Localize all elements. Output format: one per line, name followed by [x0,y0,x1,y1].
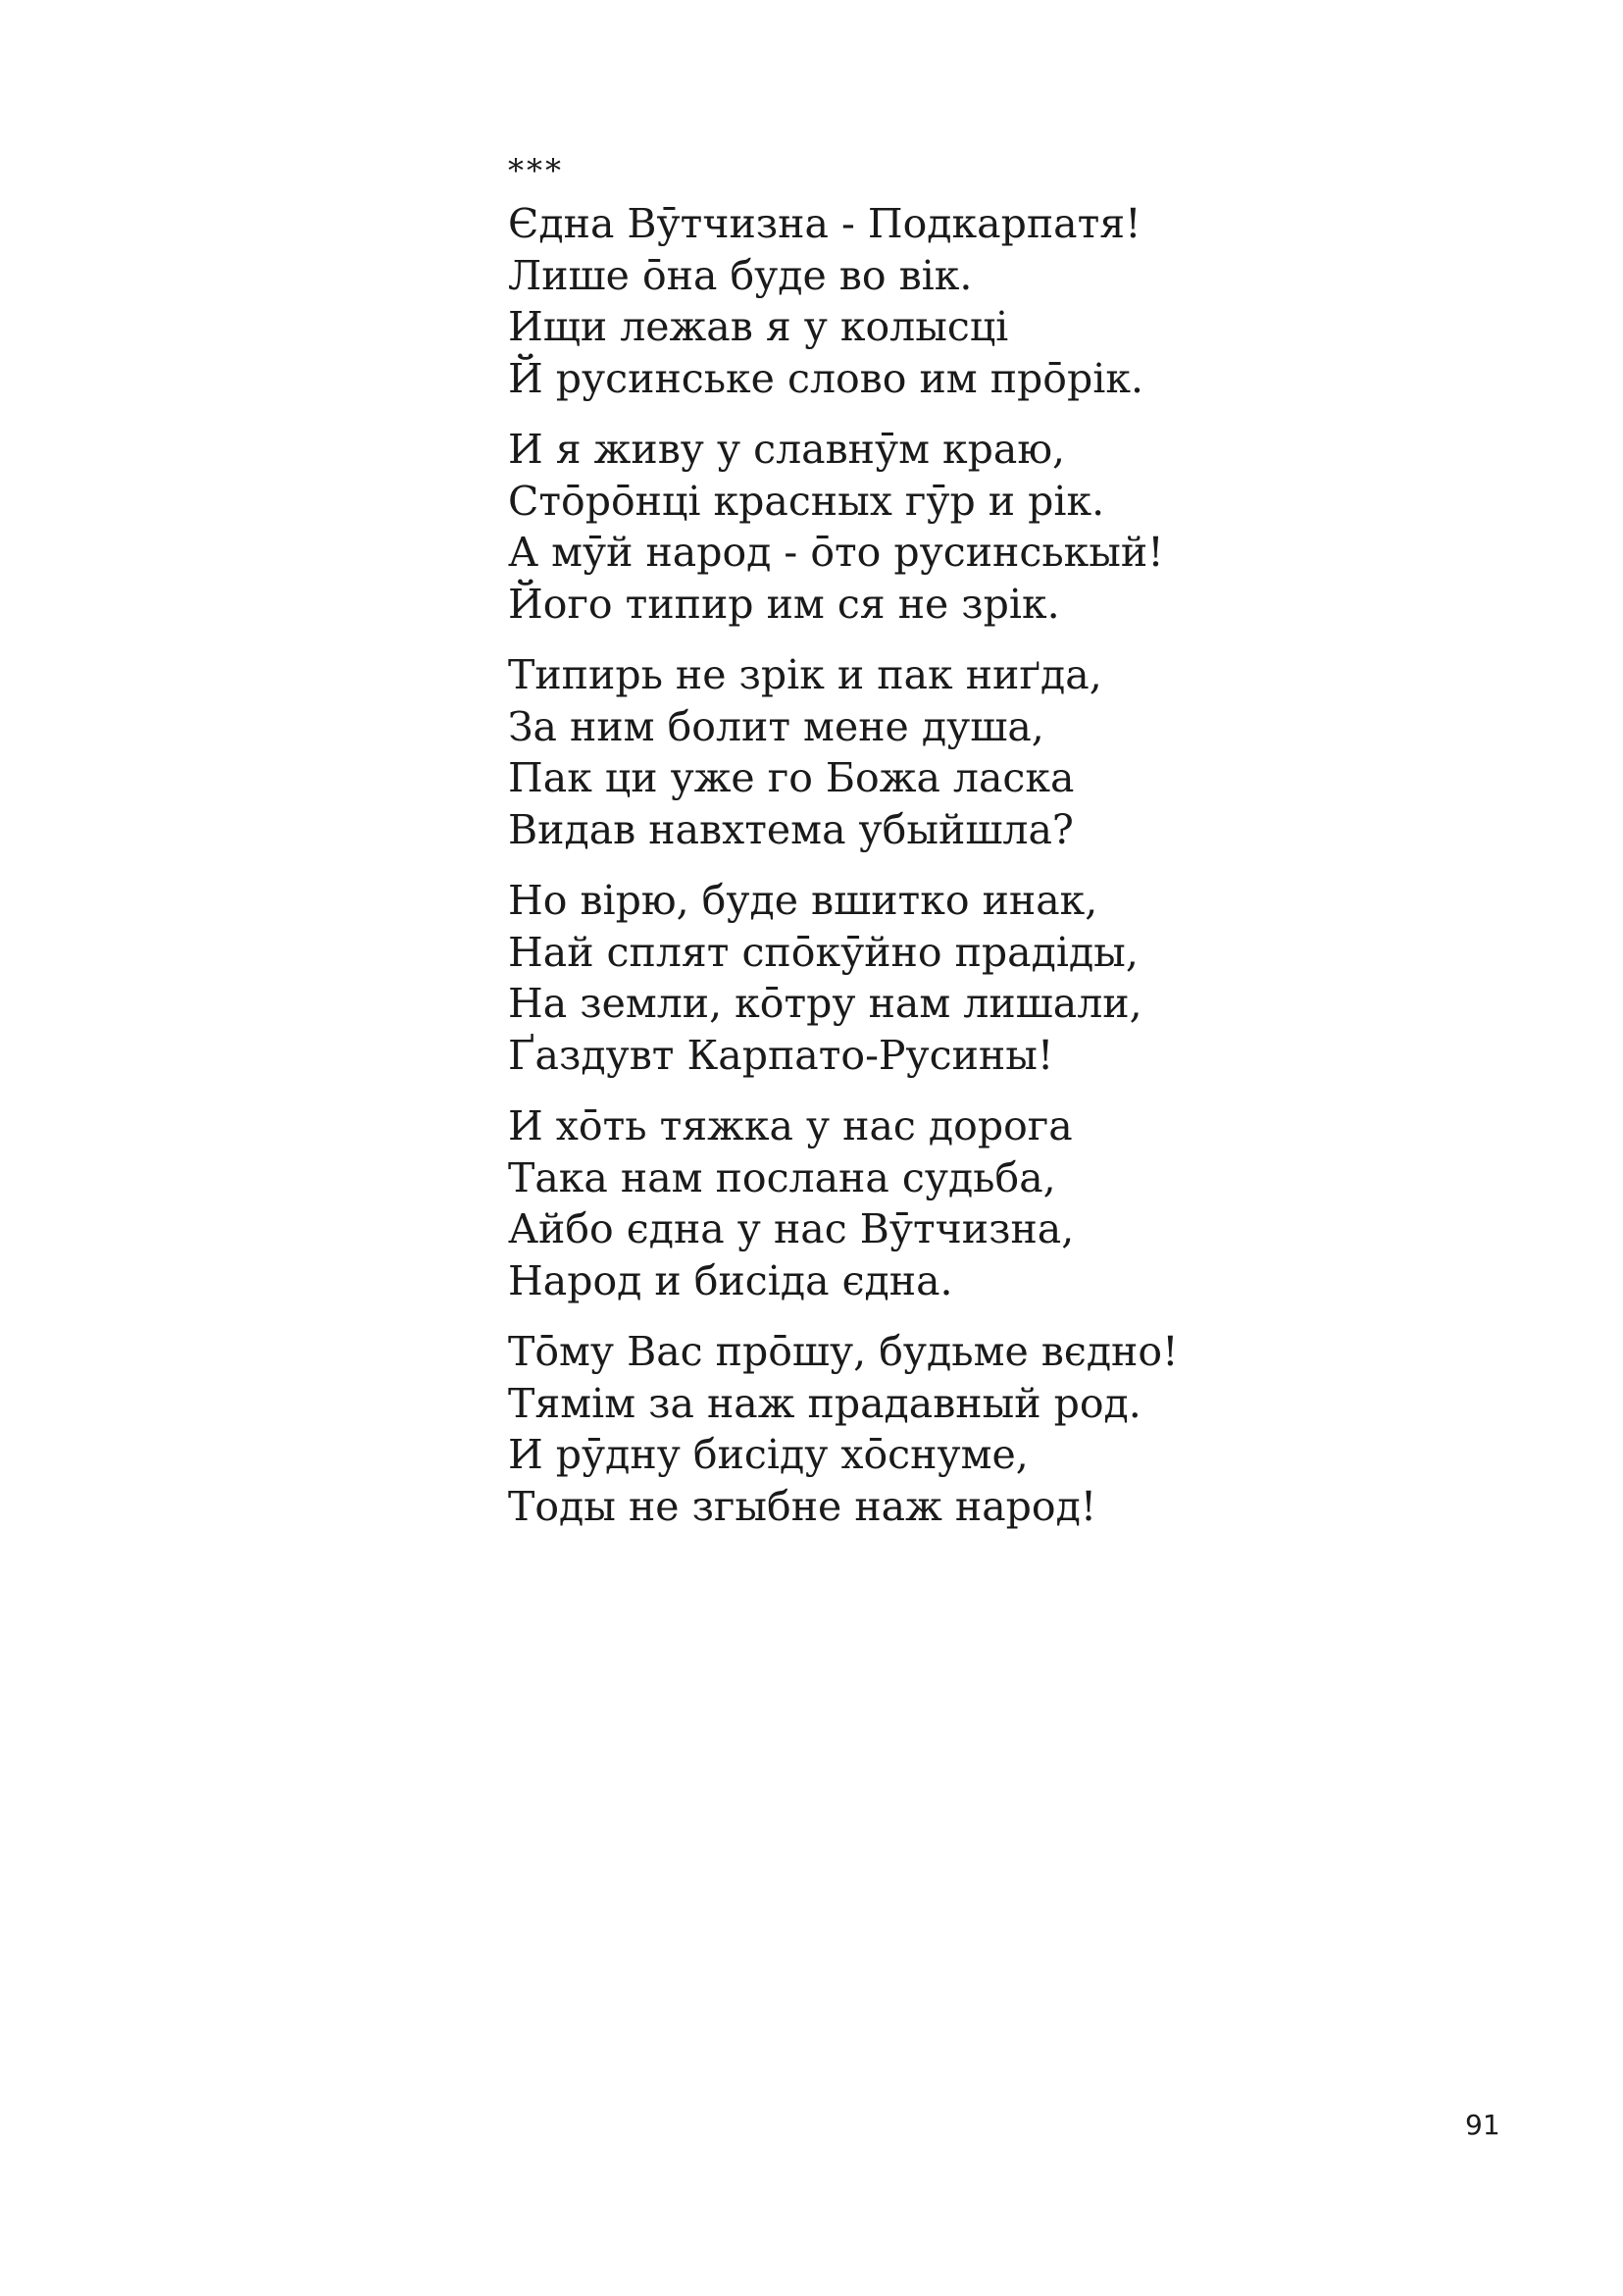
poem-line: Ґаздувт Карпато-Русины! [508,1031,1054,1079]
stanza-6 [508,1326,1253,1532]
poem-line: То̄му Вас про̄шу, будьме вєдно! [508,1328,1179,1375]
poem-line: Типирь не зрік и пак ниґда, [508,651,1102,698]
section-ornament: *** [508,152,564,189]
stanza-4 [508,875,1253,1081]
poem-line: За ним болит мене душа, [508,702,1044,750]
poem-line: Й русинське слово им про̄рік. [508,354,1143,402]
poem-line: А мӯй народ - о̄то русинськый! [508,529,1164,576]
poem-line: Видав навхтема убыйшла? [508,805,1074,853]
poem-line: Його типир им ся не зрік. [508,580,1060,628]
poem-line: Пак ци уже го Божа ласка [508,754,1075,801]
poem-line: Така нам послана судьба, [508,1153,1056,1201]
poem-line: Єдна Вӯтчизна - Подкарпатя! [508,200,1141,247]
stanza-2 [508,424,1253,630]
stanza-1 [508,198,1253,404]
stanza-5 [508,1100,1253,1306]
poem-line: Лише о̄на буде во вік. [508,251,973,299]
poem-line: И рӯдну бисіду хо̄снуме, [508,1431,1029,1478]
page-number: 91 [1465,2109,1500,2141]
poem-line: Най сплят спо̄кӯйно прадіды, [508,928,1139,976]
stanza-3 [508,649,1253,855]
poem-line: Но вірю, буде вшитко инак, [508,877,1098,924]
poem-line: Тоды не згыбне наж народ! [508,1482,1097,1530]
poem-line: Тямім за наж прадавный род. [508,1379,1141,1427]
poem-line: Народ и бисіда єдна. [508,1256,953,1304]
poem-line: Сто̄ро̄нці красных гӯр и рік. [508,477,1105,525]
poem-line: И я живу у славнӯм краю, [508,426,1066,473]
poem-line: Айбо єдна у нас Вӯтчизна, [508,1205,1075,1252]
poem-line: И хо̄ть тяжка у нас дорога [508,1102,1073,1149]
poem-line: Ищи лежав я у колысці [508,303,1009,350]
poem-line: На земли, ко̄тру нам лишали, [508,980,1142,1027]
poem [508,149,1253,1552]
